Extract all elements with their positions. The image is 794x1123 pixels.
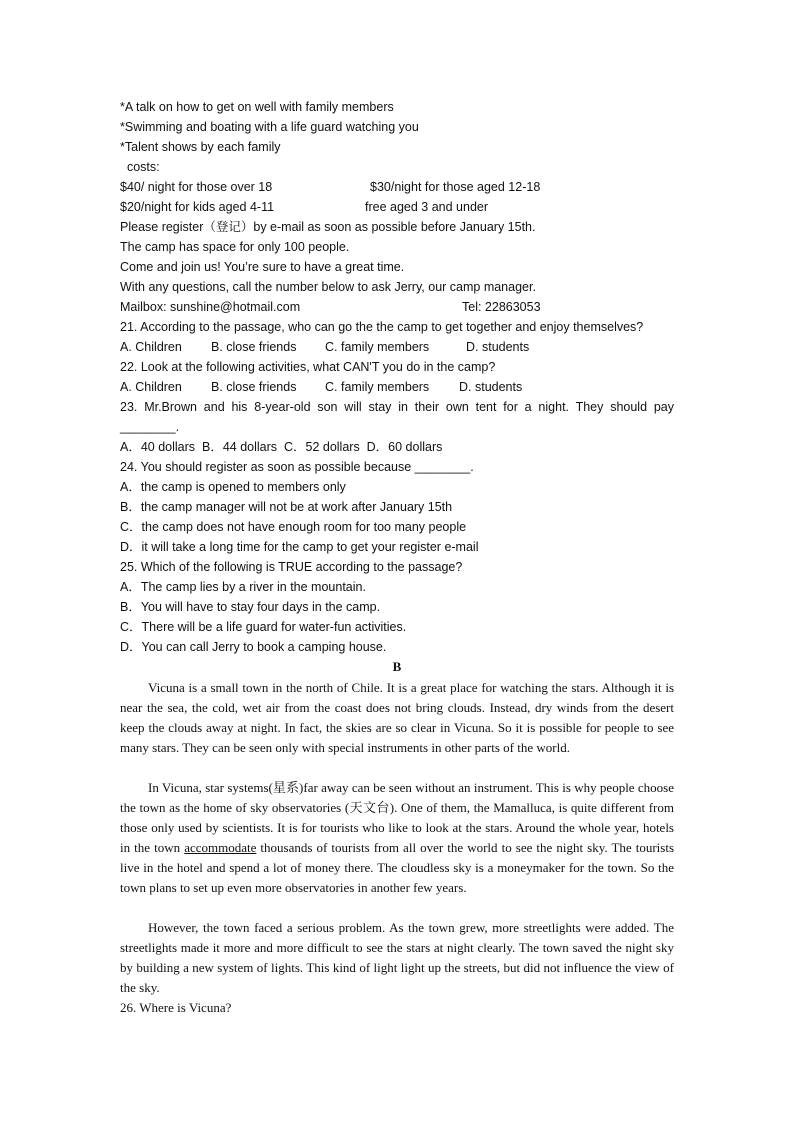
q24-option-b: B．the camp manager will not be at work after January 15th xyxy=(120,500,453,514)
q25-option-a: A．The camp lies by a river in the mountain. xyxy=(120,580,366,594)
passage-paragraph-3: However, the town faced a serious problem. As the town grew, more streetlights were added. The streetlights made it more and more difficult to see the stars at night clearly. The town saved the night sky by building a new system of lights. This kind of light light up the streets, but did not influence the view of the sky. xyxy=(120,920,674,995)
q21-option-a: A. Children xyxy=(120,340,182,354)
q24-option-a: A．the camp is opened to members only xyxy=(120,480,346,494)
costs-label: costs: xyxy=(120,160,160,174)
cost-over-18: $40/ night for those over 18 xyxy=(120,180,273,194)
activity-talk: *A talk on how to get on well with family members xyxy=(120,100,394,114)
capacity-note: The camp has space for only 100 people. xyxy=(120,240,350,254)
q21-stem: 21. According to the passage, who can go the the camp to get together and enjoy themselves? xyxy=(120,320,644,334)
mailbox: Mailbox: sunshine@hotmail.com xyxy=(120,300,301,314)
q25-stem: 25. Which of the following is TRUE according to the passage? xyxy=(120,560,463,574)
q26-stem: 26. Where is Vicuna? xyxy=(120,1000,232,1015)
q24-option-c: C．the camp does not have enough room for too many people xyxy=(120,520,467,534)
underlined-word-accommodate: accommodate xyxy=(184,840,257,855)
paragraph-2-text-b: thousands of tourists from all over the world to see the night sky. The tourists live in the hotel and spend a lot of money there. The cloudless sky is a moneymaker for the town. So the town plans to set up even more observatories in another few years. xyxy=(120,840,674,895)
passage-paragraph-1: Vicuna is a small town in the north of Chile. It is a great place for watching the stars. Although it is near the sea, the cold, wet air from the coast does not bring clouds. Instead, dry winds from the desert keep the clouds away at night. In fact, the skies are so clear in Vicuna. So it is possible for people to see many stars. They can be seen only with special instruments in other parts of the world. xyxy=(120,680,674,755)
activity-swimming: *Swimming and boating with a life guard watching you xyxy=(120,120,419,134)
register-note: Please register（登记）by e-mail as soon as possible before January 15th. xyxy=(120,220,536,234)
q22-stem: 22. Look at the following activities, what CAN'T you do in the camp? xyxy=(120,360,496,374)
section-b-heading: B xyxy=(392,659,402,674)
q23-blank: ________. xyxy=(120,420,180,434)
q23-stem: 23. Mr.Brown and his 8-year-old son will stay in their own tent for a night. They should pay xyxy=(120,400,674,414)
q25-option-c: C．There will be a life guard for water-fun activities. xyxy=(120,620,407,634)
activity-talent: *Talent shows by each family xyxy=(120,140,281,154)
q24-stem: 24. You should register as soon as possible because ________. xyxy=(120,460,474,474)
q22-option-d: D. students xyxy=(459,380,523,394)
telephone: Tel: 22863053 xyxy=(462,300,541,314)
q22-option-b: B. close friends xyxy=(211,380,297,394)
q24-option-d: D．it will take a long time for the camp to get your register e-mail xyxy=(120,540,479,554)
q22-option-a: A. Children xyxy=(120,380,182,394)
questions-note: With any questions, call the number below to ask Jerry, our camp manager. xyxy=(120,280,536,294)
cost-under-3: free aged 3 and under xyxy=(365,200,489,214)
q23-options: A．40 dollars B．44 dollars C．52 dollars D．60 dollars xyxy=(120,440,443,454)
q21-option-d: D. students xyxy=(466,340,530,354)
q21-option-c: C. family members xyxy=(325,340,430,354)
q22-option-c: C. family members xyxy=(325,380,430,394)
cost-4-11: $20/night for kids aged 4-11 xyxy=(120,200,275,214)
cost-12-18: $30/night for those aged 12-18 xyxy=(370,180,541,194)
q25-option-d: D．You can call Jerry to book a camping house. xyxy=(120,640,387,654)
q25-option-b: B．You will have to stay four days in the camp. xyxy=(120,600,381,614)
q21-option-b: B. close friends xyxy=(211,340,297,354)
paragraph-2-text-a: In Vicuna, star systems(星系)far away can be seen without an instrument. This is why people choose the town as the home of sky observatories (天文台). One of them, the Mamalluca, is quite different from those only used by scientists. It is for tourists who like to look at the stars. Around the whole year, hotels in the town xyxy=(120,780,674,855)
passage-paragraph-2 xyxy=(120,778,674,898)
invite-note: Come and join us! You’re sure to have a great time. xyxy=(120,260,405,274)
